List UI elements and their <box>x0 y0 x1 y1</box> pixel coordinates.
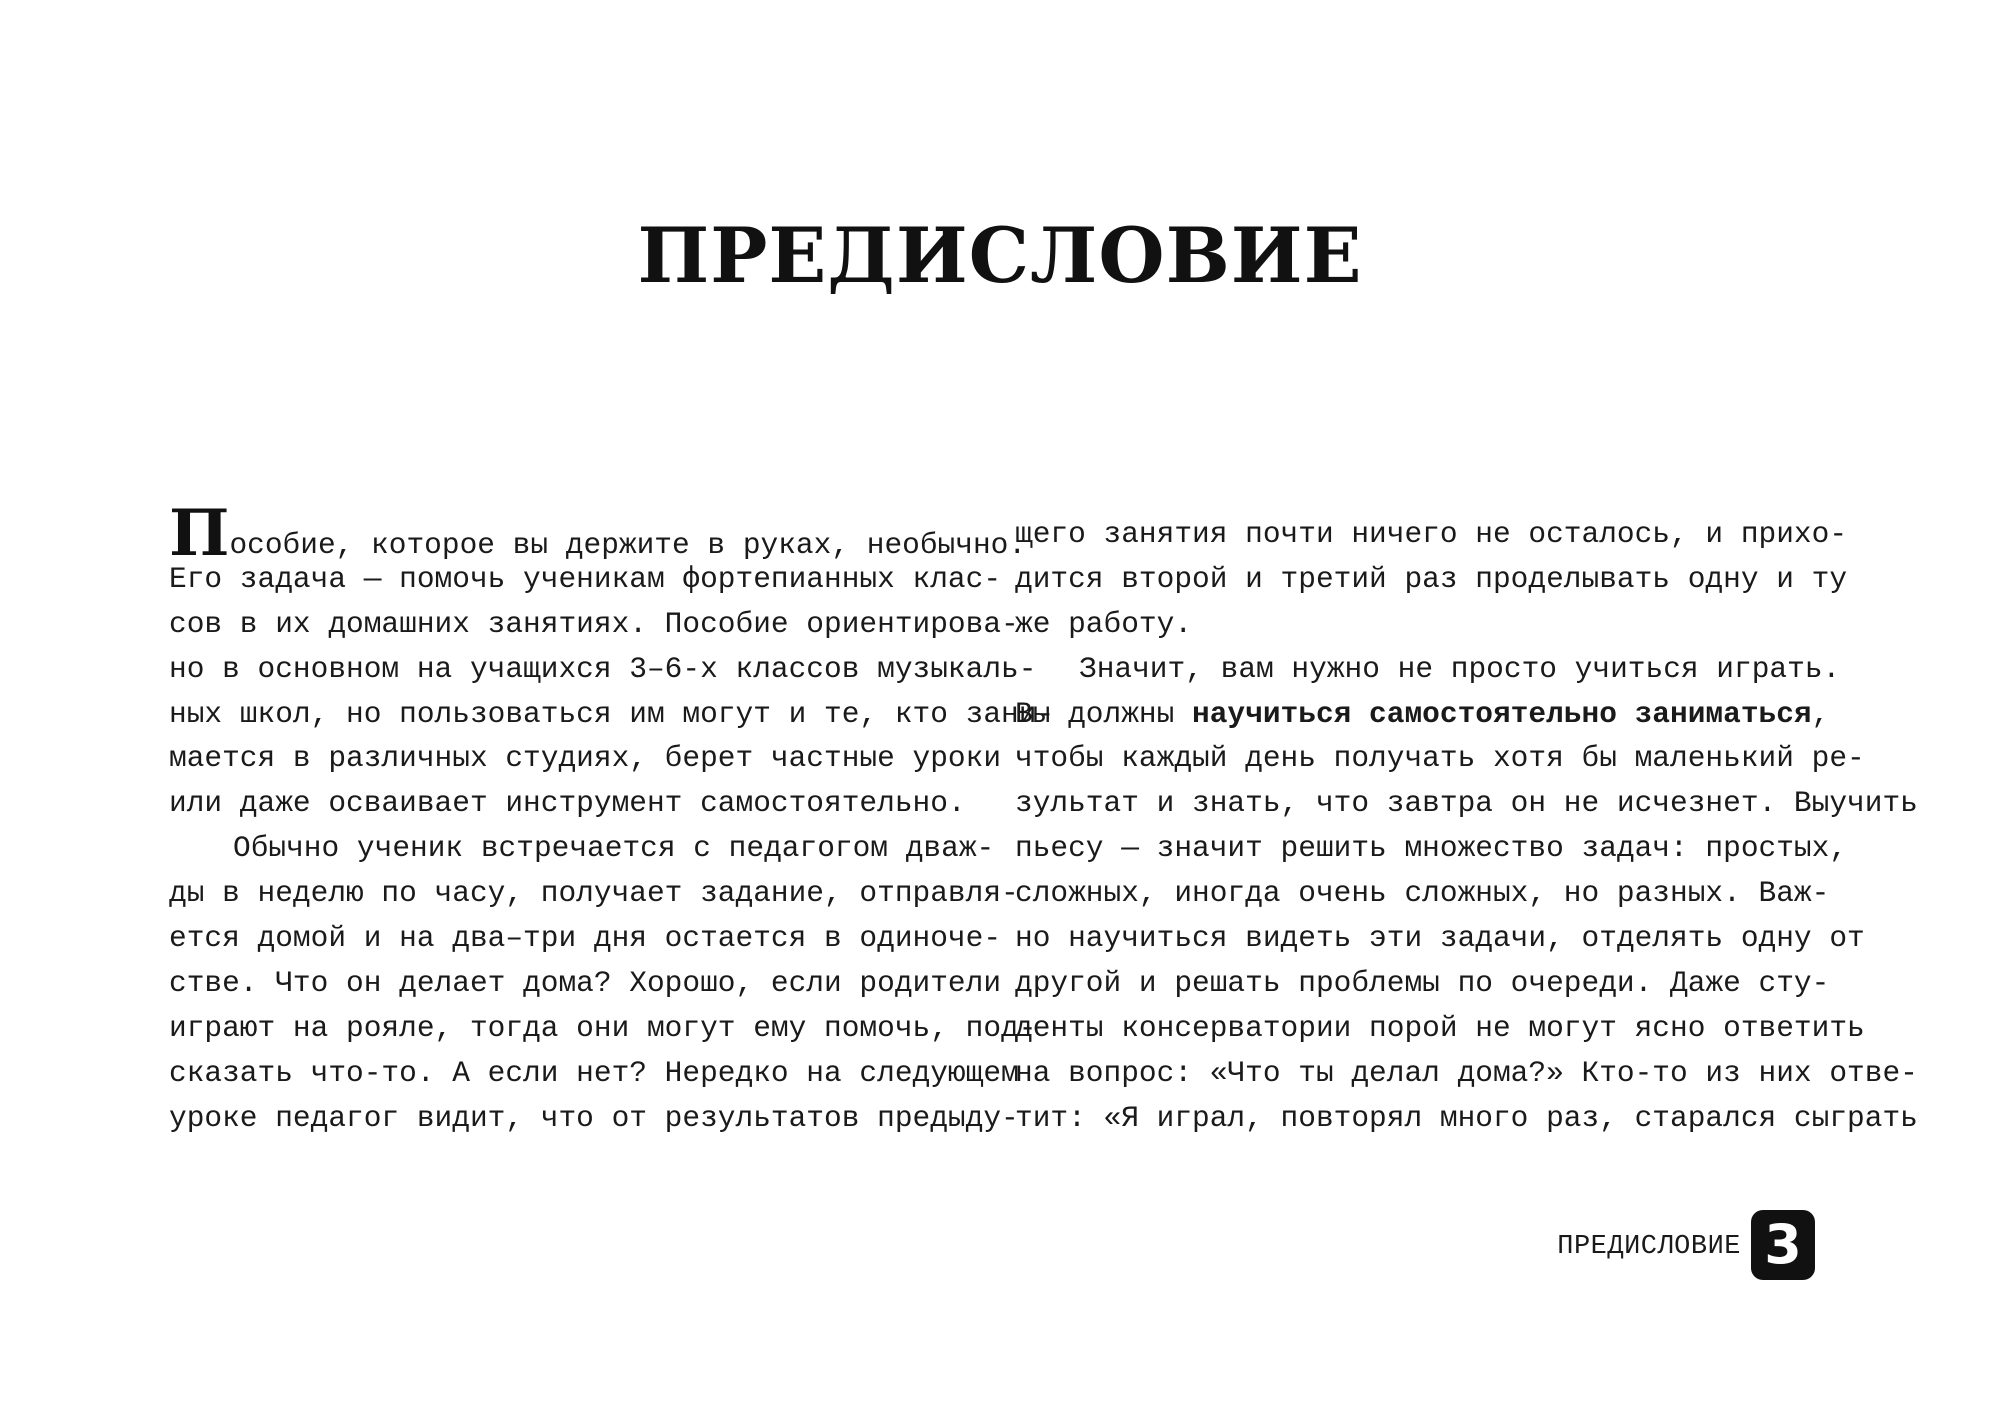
text-line: ется домой и на два–три дня остается в одиноче- <box>169 921 1002 956</box>
text-line: но в основном на учащихся 3–6-х классов музыкаль- <box>169 651 1037 686</box>
page-footer <box>1400 1208 1815 1282</box>
text-column-left <box>169 496 1055 1140</box>
text-line: на вопрос: «Что ты делал дома?» Кто-то из них отве- <box>1015 1055 1918 1090</box>
text-line: но научиться видеть эти задачи, отделять одну от <box>1015 921 1865 956</box>
text-line: пьесу — значит решить множество задач: простых, <box>1015 831 1848 866</box>
text-line: денты консерватории порой не могут ясно ответить <box>1015 1010 1865 1045</box>
drop-cap: П <box>169 496 230 571</box>
text-line: тит: «Я играл, повторял много раз, старался сыграть <box>1015 1100 1918 1135</box>
paragraph-3 <box>1015 647 1918 1141</box>
text-line <box>1015 692 1830 737</box>
text-line: чтобы каждый день получать хотя бы маленький ре- <box>1015 741 1865 776</box>
text-column-right <box>1015 512 1918 1140</box>
paragraph-1 <box>169 496 1055 826</box>
text-line: щего занятия почти ничего не осталось, и прихо- <box>1015 517 1848 551</box>
emphasis-text: научиться самостоятельно заниматься <box>1192 696 1812 731</box>
text-segment: , <box>1811 696 1830 731</box>
paragraph-continued <box>1015 512 1848 647</box>
text-line: сов в их домашних занятиях. Пособие ориентирова- <box>169 606 1019 641</box>
text-line: зультат и знать, что завтра он не исчезнет. Выучить <box>1015 786 1918 821</box>
page-number: 3 <box>1751 1210 1815 1280</box>
text-line: же работу. <box>1015 606 1193 641</box>
text-line-content: особие, которое вы держите в руках, необычно. <box>229 528 1027 562</box>
text-line: играют на рояле, тогда они могут ему помочь, под- <box>169 1010 1037 1045</box>
text-line: уроке педагог видит, что от результатов предыду- <box>169 1100 1019 1135</box>
paragraph-2 <box>169 826 1037 1140</box>
text-line: другой и решать проблемы по очереди. Даже сту- <box>1015 965 1830 1000</box>
page-title: ПРЕДИСЛОВИЕ <box>637 210 1363 300</box>
text-line <box>169 496 1027 571</box>
text-line: мается в различных студиях, берет частные уроки <box>169 741 1002 776</box>
running-head: ПРЕДИСЛОВИЕ <box>1557 1232 1741 1262</box>
text-line: стве. Что он делает дома? Хорошо, если родители <box>169 965 1002 1000</box>
text-line: ды в неделю по часу, получает задание, отправля- <box>169 876 1019 911</box>
text-line: сказать что-то. А если нет? Нередко на следующем <box>169 1055 1019 1090</box>
text-line: Обычно ученик встречается с педагогом дваж- <box>233 831 995 866</box>
text-segment: Вы должны <box>1015 696 1193 731</box>
text-line: Его задача — помочь ученикам фортепианных клас- <box>169 561 1002 596</box>
text-line: сложных, иногда очень сложных, но разных. Важ- <box>1015 876 1830 911</box>
text-line: дится второй и третий раз проделывать одну и ту <box>1015 561 1848 596</box>
text-line: или даже осваивает инструмент самостоятельно. <box>169 786 966 821</box>
text-line: ных школ, но пользоваться им могут и те, кто зани- <box>169 696 1055 731</box>
text-line: Значит, вам нужно не просто учиться играть. <box>1079 651 1841 686</box>
